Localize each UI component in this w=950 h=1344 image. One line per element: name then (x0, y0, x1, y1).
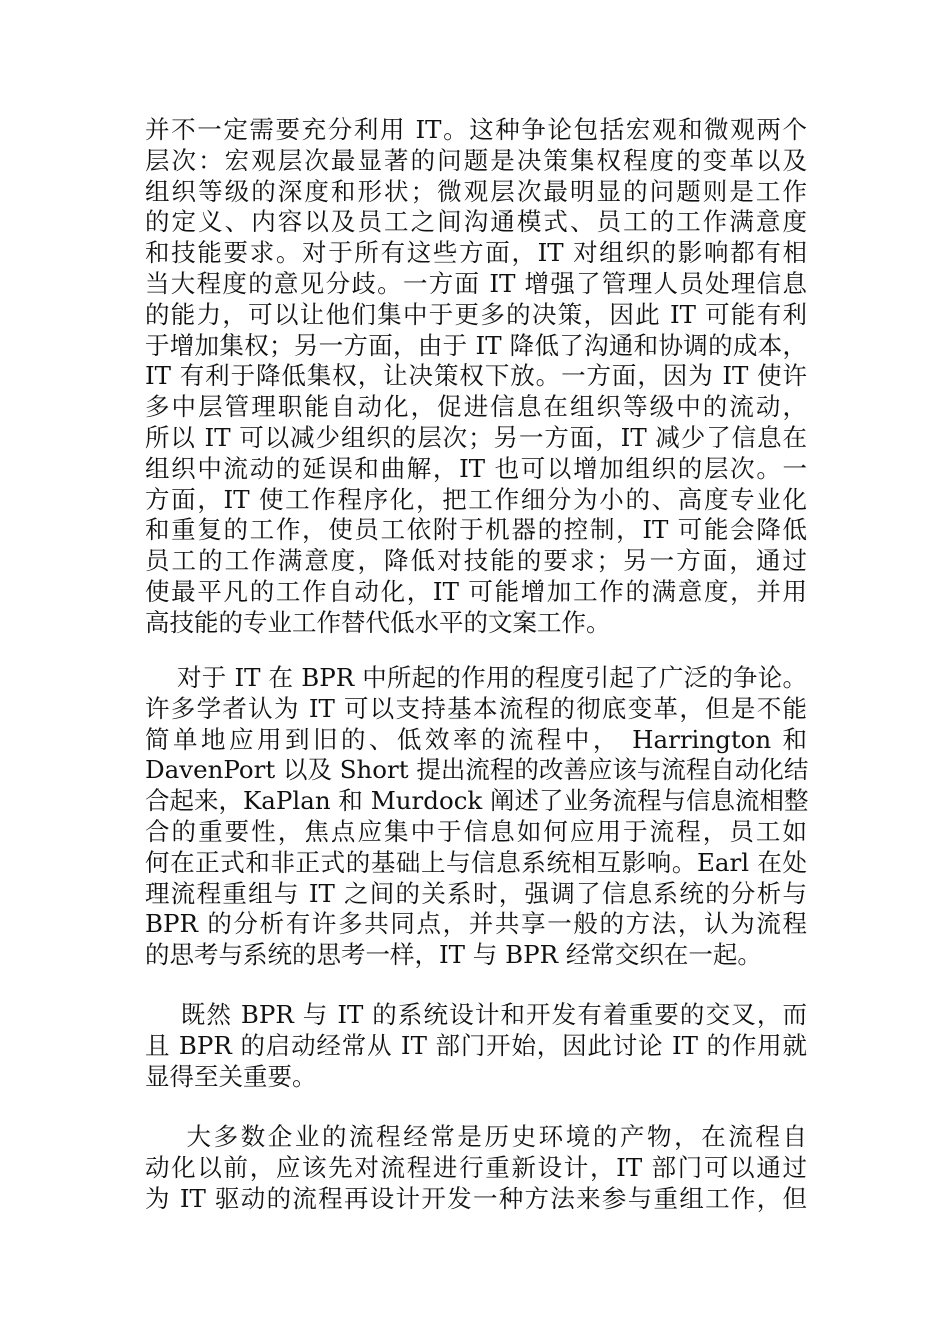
paragraph-2-line-5: 合起来，KaPlan 和 Murdock 阐述了业务流程与信息流相整 (145, 786, 809, 816)
paragraph-4 (145, 1122, 807, 1214)
paragraph-1-line-17: 高技能的专业工作替代低水平的文案工作。 (145, 607, 611, 637)
paragraph-1-line-1: 并不一定需要充分利用 IT。这种争论包括宏观和微观两个 (145, 115, 807, 144)
paragraph-1-line-16: 使最平凡的工作自动化，IT 可能增加工作的满意度，并用 (145, 576, 807, 606)
paragraph-1-line-7: 的能力，可以让他们集中于更多的决策，因此 IT 可能有利 (145, 299, 807, 329)
paragraph-2-line-10: 的思考与系统的思考一样，IT 与 BPR 经常交织在一起。 (145, 940, 762, 970)
paragraph-4-line-2: 动化以前，应该先对流程进行重新设计，IT 部门可以通过 (145, 1152, 807, 1182)
paragraph-2-line-8: 理流程重组与 IT 之间的关系时，强调了信息系统的分析与 (145, 878, 807, 908)
paragraph-1-line-11: 所以 IT 可以减少组织的层次；另一方面，IT 减少了信息在 (145, 422, 807, 452)
paragraph-2-line-7: 何在正式和非正式的基础上与信息系统相互影响。Earl 在处 (145, 847, 807, 877)
paragraph-1-line-6: 当大程度的意见分歧。一方面 IT 增强了管理人员处理信息 (145, 268, 807, 298)
paragraph-2-line-2: 许多学者认为 IT 可以支持基本流程的彻底变革，但是不能 (145, 693, 807, 723)
paragraph-1-line-5: 和技能要求。对于所有这些方面，IT 对组织的影响都有相 (145, 238, 807, 268)
paragraph-1-line-15: 员工的工作满意度，降低对技能的要求；另一方面，通过 (145, 546, 807, 576)
paragraph-2 (145, 663, 807, 971)
paragraph-3-line-1: 既然 BPR 与 IT 的系统设计和开发有着重要的交叉，而 (145, 1000, 807, 1029)
paragraph-2-line-9: BPR 的分析有许多共同点，并共享一般的方法，认为流程 (145, 909, 807, 939)
paragraph-2-line-4: DavenPort 以及 Short 提出流程的改善应该与流程自动化结 (145, 755, 809, 785)
paragraph-3-line-3: 显得至关重要。 (145, 1061, 317, 1091)
paragraph-1-line-4: 的定义、内容以及员工之间沟通模式、员工的工作满意度 (145, 207, 807, 237)
paragraph-1 (145, 115, 807, 639)
paragraph-1-line-3: 组织等级的深度和形状；微观层次最明显的问题则是工作 (145, 176, 807, 206)
paragraph-3 (145, 1000, 807, 1092)
paragraph-3-line-2: 且 BPR 的启动经常从 IT 部门开始，因此讨论 IT 的作用就 (145, 1030, 807, 1060)
paragraph-4-line-3: 为 IT 驱动的流程再设计开发一种方法来参与重组工作，但 (145, 1183, 807, 1213)
paragraph-1-line-9: IT 有利于降低集权，让决策权下放。一方面，因为 IT 使许 (145, 361, 807, 391)
paragraph-2-line-1: 对于 IT 在 BPR 中所起的作用的程度引起了广泛的争论。 (145, 663, 807, 692)
paragraph-2-line-6: 合的重要性，焦点应集中于信息如何应用于流程，员工如 (145, 816, 807, 846)
paragraph-1-line-2: 层次：宏观层次最显著的问题是决策集权程度的变革以及 (145, 145, 807, 175)
paragraph-1-line-8: 于增加集权；另一方面，由于 IT 降低了沟通和协调的成本， (145, 330, 807, 360)
paragraph-1-line-14: 和重复的工作，使员工依附于机器的控制，IT 可能会降低 (145, 515, 807, 545)
paragraph-1-line-12: 组织中流动的延误和曲解，IT 也可以增加组织的层次。一 (145, 453, 807, 483)
paragraph-1-line-10: 多中层管理职能自动化，促进信息在组织等级中的流动， (145, 392, 807, 422)
paragraph-4-line-1: 大多数企业的流程经常是历史环境的产物，在流程自 (145, 1122, 807, 1151)
paragraph-1-line-13: 方面，IT 使工作程序化，把工作细分为小的、高度专业化 (145, 484, 807, 514)
paragraph-2-line-3: 简单地应用到旧的、低效率的流程中， Harrington 和 (145, 724, 807, 754)
